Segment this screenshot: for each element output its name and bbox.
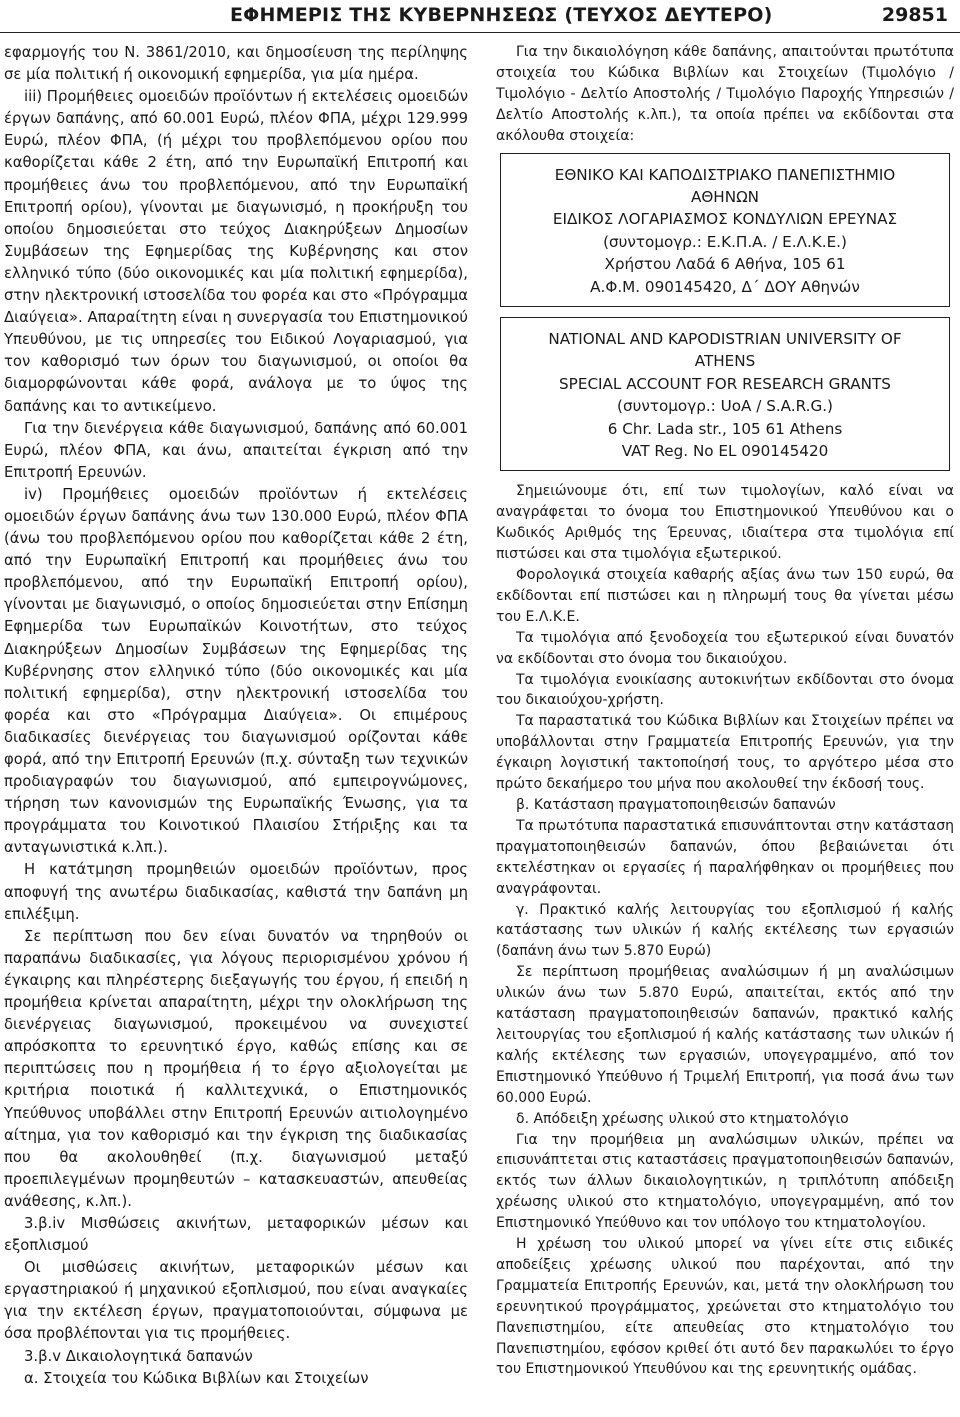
box-line: SPECIAL ACCOUNT FOR RESEARCH GRANTS: [559, 374, 891, 393]
paragraph: Η χρέωση του υλικού μπορεί να γίνει είτε στις ειδικές αποδείξεις χρέωσης υλικού που παρέχονται, από την Γραμματεία Επιτροπής Ερευνών, και, μετά την ολοκλήρωση του ερευνητικού προγράμματος, χρεώνεται στο κτηματολόγιο του Πανεπιστημίου, είτε απευθείας στο κτηματολόγιο του Πανεπιστημίου, εφόσον κριθεί ότι αυτό δεν παρακωλύει το έργο του Επιστημονικού Υπευθύνου και της ερευνητικής ομάδας.: [496, 1236, 954, 1378]
right-column: [496, 42, 954, 1380]
gazette-title: ΕΦΗΜΕΡΙΣ ΤΗΣ ΚΥΒΕΡΝΗΣΕΩΣ (ΤΕΥΧΟΣ ΔΕΥΤΕΡΟ): [230, 4, 773, 26]
section-heading: γ. Πρακτικό καλής λειτουργίας του εξοπλισμού ή καλής κατάστασης των υλικών ή καλής εκτέλεσης των εργασιών (δαπάνη άνω των 5.870 Ευρώ): [496, 901, 954, 960]
box-line: (συντομογρ.: Ε.Κ.Π.Α. / Ε.Λ.Κ.Ε.): [603, 232, 847, 251]
paragraph: Οι μισθώσεις ακινήτων, μεταφορικών μέσων και εργαστηριακού ή μηχανικού εξοπλισμού, που είναι αναγκαίες για την εκτέλεση έργων, πραγματοποιούνται, σύμφωνα με όσα προβλέπονται για τις προμήθειες.: [4, 1259, 468, 1343]
box-line: Χρήστου Λαδά 6 Αθήνα, 105 61: [604, 255, 846, 274]
box-line: ΑΘΗΝΩΝ: [690, 187, 760, 206]
paragraph: Τα πρωτότυπα παραστατικά επισυνάπτονται στην κατάσταση πραγματοποιηθεισών δαπανών, όπου βεβαιώνεται ότι εκτελέστηκαν οι εργασίες ή παραλήφθηκαν οι προμήθειες που αναγράφονται.: [496, 817, 954, 897]
paragraph: Για την προμήθεια μη αναλώσιμων υλικών, πρέπει να επισυνάπτεται στις καταστάσεις πραγματοποιηθεισών δαπανών, εκτός των άλλων δικαιολογητικών, η τριπλότυπη απόδειξη χρέωσης υλικού στο κτηματολόγιο, υπογεγραμμένη, από τον Επιστημονικό Υπεύθυνο και τον υπόλογο του κτηματολογίου.: [496, 1131, 954, 1232]
paragraph: Για την διενέργεια κάθε διαγωνισμού, δαπάνης από 60.001 Ευρώ, πλέον ΦΠΑ, και άνω, απαιτείται έγκριση από την Επιτροπή Ερευνών.: [4, 419, 468, 481]
box-line: Α.Φ.Μ. 090145420, Δ΄ ΔΟΥ Αθηνών: [590, 277, 860, 296]
paragraph: Τα τιμολόγια από ξενοδοχεία του εξωτερικού είναι δυνατόν να εκδίδονται στο όνομα του δικαιούχου.: [496, 629, 954, 667]
greek-billing-details-box: [500, 153, 950, 307]
section-heading: δ. Απόδειξη χρέωσης υλικού στο κτηματολόγιο: [516, 1110, 849, 1127]
paragraph: Σε περίπτωση που δεν είναι δυνατόν να τηρηθούν οι παραπάνω διαδικασίες, για λόγους περιορισμένου χρόνου ή έγκαιρης και πληρέστερης διεξαγωγής του έργου, ή επειδή η προμήθεια κρίνεται απαραίτητη, μέχρι την ολοκλήρωση της διενέργειας διαγωνισμού, προκειμένου να συνεχιστεί απρόσκοπτα το ερευνητικό έργο, καθώς επίσης και σε περιπτώσεις που η προμήθεια ή το έργο αξιολογείται με κριτήρια ποιοτικά ή καλλιτεχνικά, ο Επιστημονικός Υπεύθυνος υποβάλλει στην Επιτροπή Ερευνών αιτιολογημένο αίτημα, για τον καθορισμό και την έγκριση της διαδικασίας που θα ακολουθηθεί (π.χ. διαγωνισμού μεταξύ προεπιλεγμένων προμηθευτών – κατασκευαστών, απευθείας ανάθεσης, κ.λπ.).: [4, 927, 468, 1210]
box-line: (συντομογρ.: UoA / S.A.R.G.): [617, 397, 833, 416]
paragraph: Σε περίπτωση προμήθειας αναλώσιμων ή μη αναλώσιμων υλικών άνω των 5.870 Ευρώ, απαιτείται, εκτός από την κατάσταση πραγματοποιηθεισών δαπανών, πρακτικό καλής λειτουργίας του εξοπλισμού ή καλής κατάστασης των υλικών ή καλής εκτέλεσης των εργασιών, υπογεγραμμένο, από τον Επιστημονικό Υπεύθυνο ή Τριμελή Επιτροπή, για ποσά άνω των 60.000 Ευρώ.: [496, 964, 954, 1106]
left-column: [4, 42, 468, 1390]
section-heading: 3.β.v Δικαιολογητικά δαπανών: [24, 1347, 253, 1365]
box-line: NATIONAL AND KAPODISTRIAN UNIVERSITY OF: [548, 329, 902, 348]
page-header: [0, 0, 960, 36]
english-billing-details-box: [500, 317, 950, 471]
paragraph: Φορολογικά στοιχεία καθαρής αξίας άνω των 150 ευρώ, θα εκδίδονται επί πιστώσει και η πληρωμή τους θα γίνεται μέσω του Ε.Λ.Κ.Ε.: [496, 567, 954, 625]
box-line: VAT Reg. No EL 090145420: [621, 442, 829, 460]
box-line: ΕΙΔΙΚΟΣ ΛΟΓΑΡΙΑΣΜΟΣ ΚΟΝΔΥΛΙΩΝ ΕΡΕΥΝΑΣ: [552, 210, 898, 229]
paragraph: iv) Προμήθειες ομοειδών προϊόντων ή εκτελέσεις ομοειδών έργων δαπάνης άνω των 130.000 Ευρώ, πλέον ΦΠΑ (άνω του προβλεπόμενου ορίου που καθορίζεται κάθε 2 έτη, από την Ευρωπαϊκή Επιτροπή και προμήθειες άνω του προβλεπόμενου, από την Ευρωπαϊκή Επιτροπή ορίου), γίνονται με διαγωνισμό, ο οποίος δημοσιεύεται στην Επίσημη Εφημερίδα των Ευρωπαϊκών Κοινοτήτων, στο τεύχος Διακηρύξεων Δημοσίων Συμβάσεων της Εφημερίδας της Κυβέρνησης στον ελληνικό τύπο (δύο οικονομικές και μία πολιτική εφημερίδα), στην ηλεκτρονική ιστοσελίδα του φορέα και στο «Πρόγραμμα Διαύγεια». Οι επιμέρους διαδικασίες διενέργειας του διαγωνισμού ορίζονται κάθε φορά, από την Επιτροπή Ερευνών (π.χ. σύνταξη των τεχνικών προδιαγραφών του διαγωνισμού, από εμπειρογνώμονες, τήρηση των κανονισμών της Ευρωπαϊκής Ένωσης, για τα προγράμματα του Κοινοτικού Πλαισίου Στήριξης και τα ανταγωνιστικά κ.λπ.).: [4, 485, 468, 857]
paragraph: Για την δικαιολόγηση κάθε δαπάνης, απαιτούνται πρωτότυπα στοιχεία του Κώδικα Βιβλίων και Στοιχείων (Τιμολόγιο / Τιμολόγιο - Δελτίο Αποστολής / Τιμολόγιο Παροχής Υπηρεσιών / Δελτίο Αποστολής κ.λπ.), τα οποία πρέπει να εκδίδονται στα ακόλουθα στοιχεία:: [496, 44, 954, 144]
paragraph: iii) Προμήθειες ομοειδών προϊόντων ή εκτελέσεις ομοειδών έργων δαπάνης, από 60.001 Ευρώ, πλέον ΦΠΑ, μέχρι 129.999 Ευρώ, πλέον ΦΠΑ, (ή μέχρι του προβλεπόμενου ορίου που καθορίζεται κάθε 2 έτη, από την Ευρωπαϊκή Επιτροπή και προμήθειες άνω του προβλεπόμενου, από την Ευρωπαϊκή Επιτροπή ορίου), γίνονται με διαγωνισμό, η προκήρυξη του οποίου δημοσιεύεται στο τεύχος Διακηρύξεων Δημοσίων Συμβάσεων της Εφημερίδας της Κυβέρνησης και στον ελληνικό τύπο (δύο οικονομικές και μία πολιτική εφημερίδα), στην ηλεκτρονική ιστοσελίδα του φορέα και στο «Πρόγραμμα Διαύγεια». Απαραίτητη είναι η συνεργασία του Επιστημονικού Υπευθύνου, με τις υπηρεσίες του Ειδικού Λογαριασμού, για τον καθορισμό των όρων του διαγωνισμού, οι οποίοι θα διαμορφώνονται κάθε φορά, ανάλογα με το ύψος της δαπάνης και το αντικείμενο.: [4, 88, 468, 415]
section-heading: α. Στοιχεία του Κώδικα Βιβλίων και Στοιχείων: [24, 1369, 369, 1387]
section-heading: β. Κατάσταση πραγματοποιηθεισών δαπανών: [516, 797, 836, 813]
paragraph: εφαρμογής του Ν. 3861/2010, και δημοσίευση της περίληψης σε μία πολιτική ή οικονομική εφημερίδα, για μία ημέρα.: [4, 44, 468, 84]
page-number: 29851: [881, 4, 948, 26]
box-line: ΕΘΝΙΚΟ ΚΑΙ ΚΑΠΟΔΙΣΤΡΙΑΚΟ ΠΑΝΕΠΙΣΤΗΜΙΟ: [554, 165, 896, 184]
paragraph: Τα παραστατικά του Κώδικα Βιβλίων και Στοιχείων πρέπει να υποβάλλονται στην Γραμματεία Επιτροπής Ερευνών, για την έγκαιρη λογιστική τακτοποίησή τους, το αργότερο μέσα στο πρώτο δεκαήμερο του μήνα που ακολουθεί την έκδοσή τους.: [496, 713, 954, 793]
paragraph: Σημειώνουμε ότι, επί των τιμολογίων, καλό είναι να αναγράφεται το όνομα του Επιστημονικού Υπευθύνου και ο Κωδικός Αριθμός της Έρευνας, ιδιαίτερα στα τιμολόγια επί πιστώσει και στα τιμολόγια εξωτερικού.: [496, 483, 954, 563]
section-heading: 3.β.iv Μισθώσεις ακινήτων, μεταφορικών μέσων και εξοπλισμού: [4, 1214, 468, 1255]
box-line: ATHENS: [694, 352, 756, 371]
paragraph: Τα τιμολόγια ενοικίασης αυτοκινήτων εκδίδονται στο όνομα του δικαιούχου-χρήστη.: [496, 671, 954, 709]
paragraph: Η κατάτμηση προμηθειών ομοειδών προϊόντων, προς αποφυγή της ανωτέρω διαδικασίας, καθιστά την δαπάνη μη επιλέξιμη.: [4, 861, 468, 923]
header-rule: [0, 32, 960, 33]
box-line: 6 Chr. Lada str., 105 61 Athens: [607, 419, 843, 438]
